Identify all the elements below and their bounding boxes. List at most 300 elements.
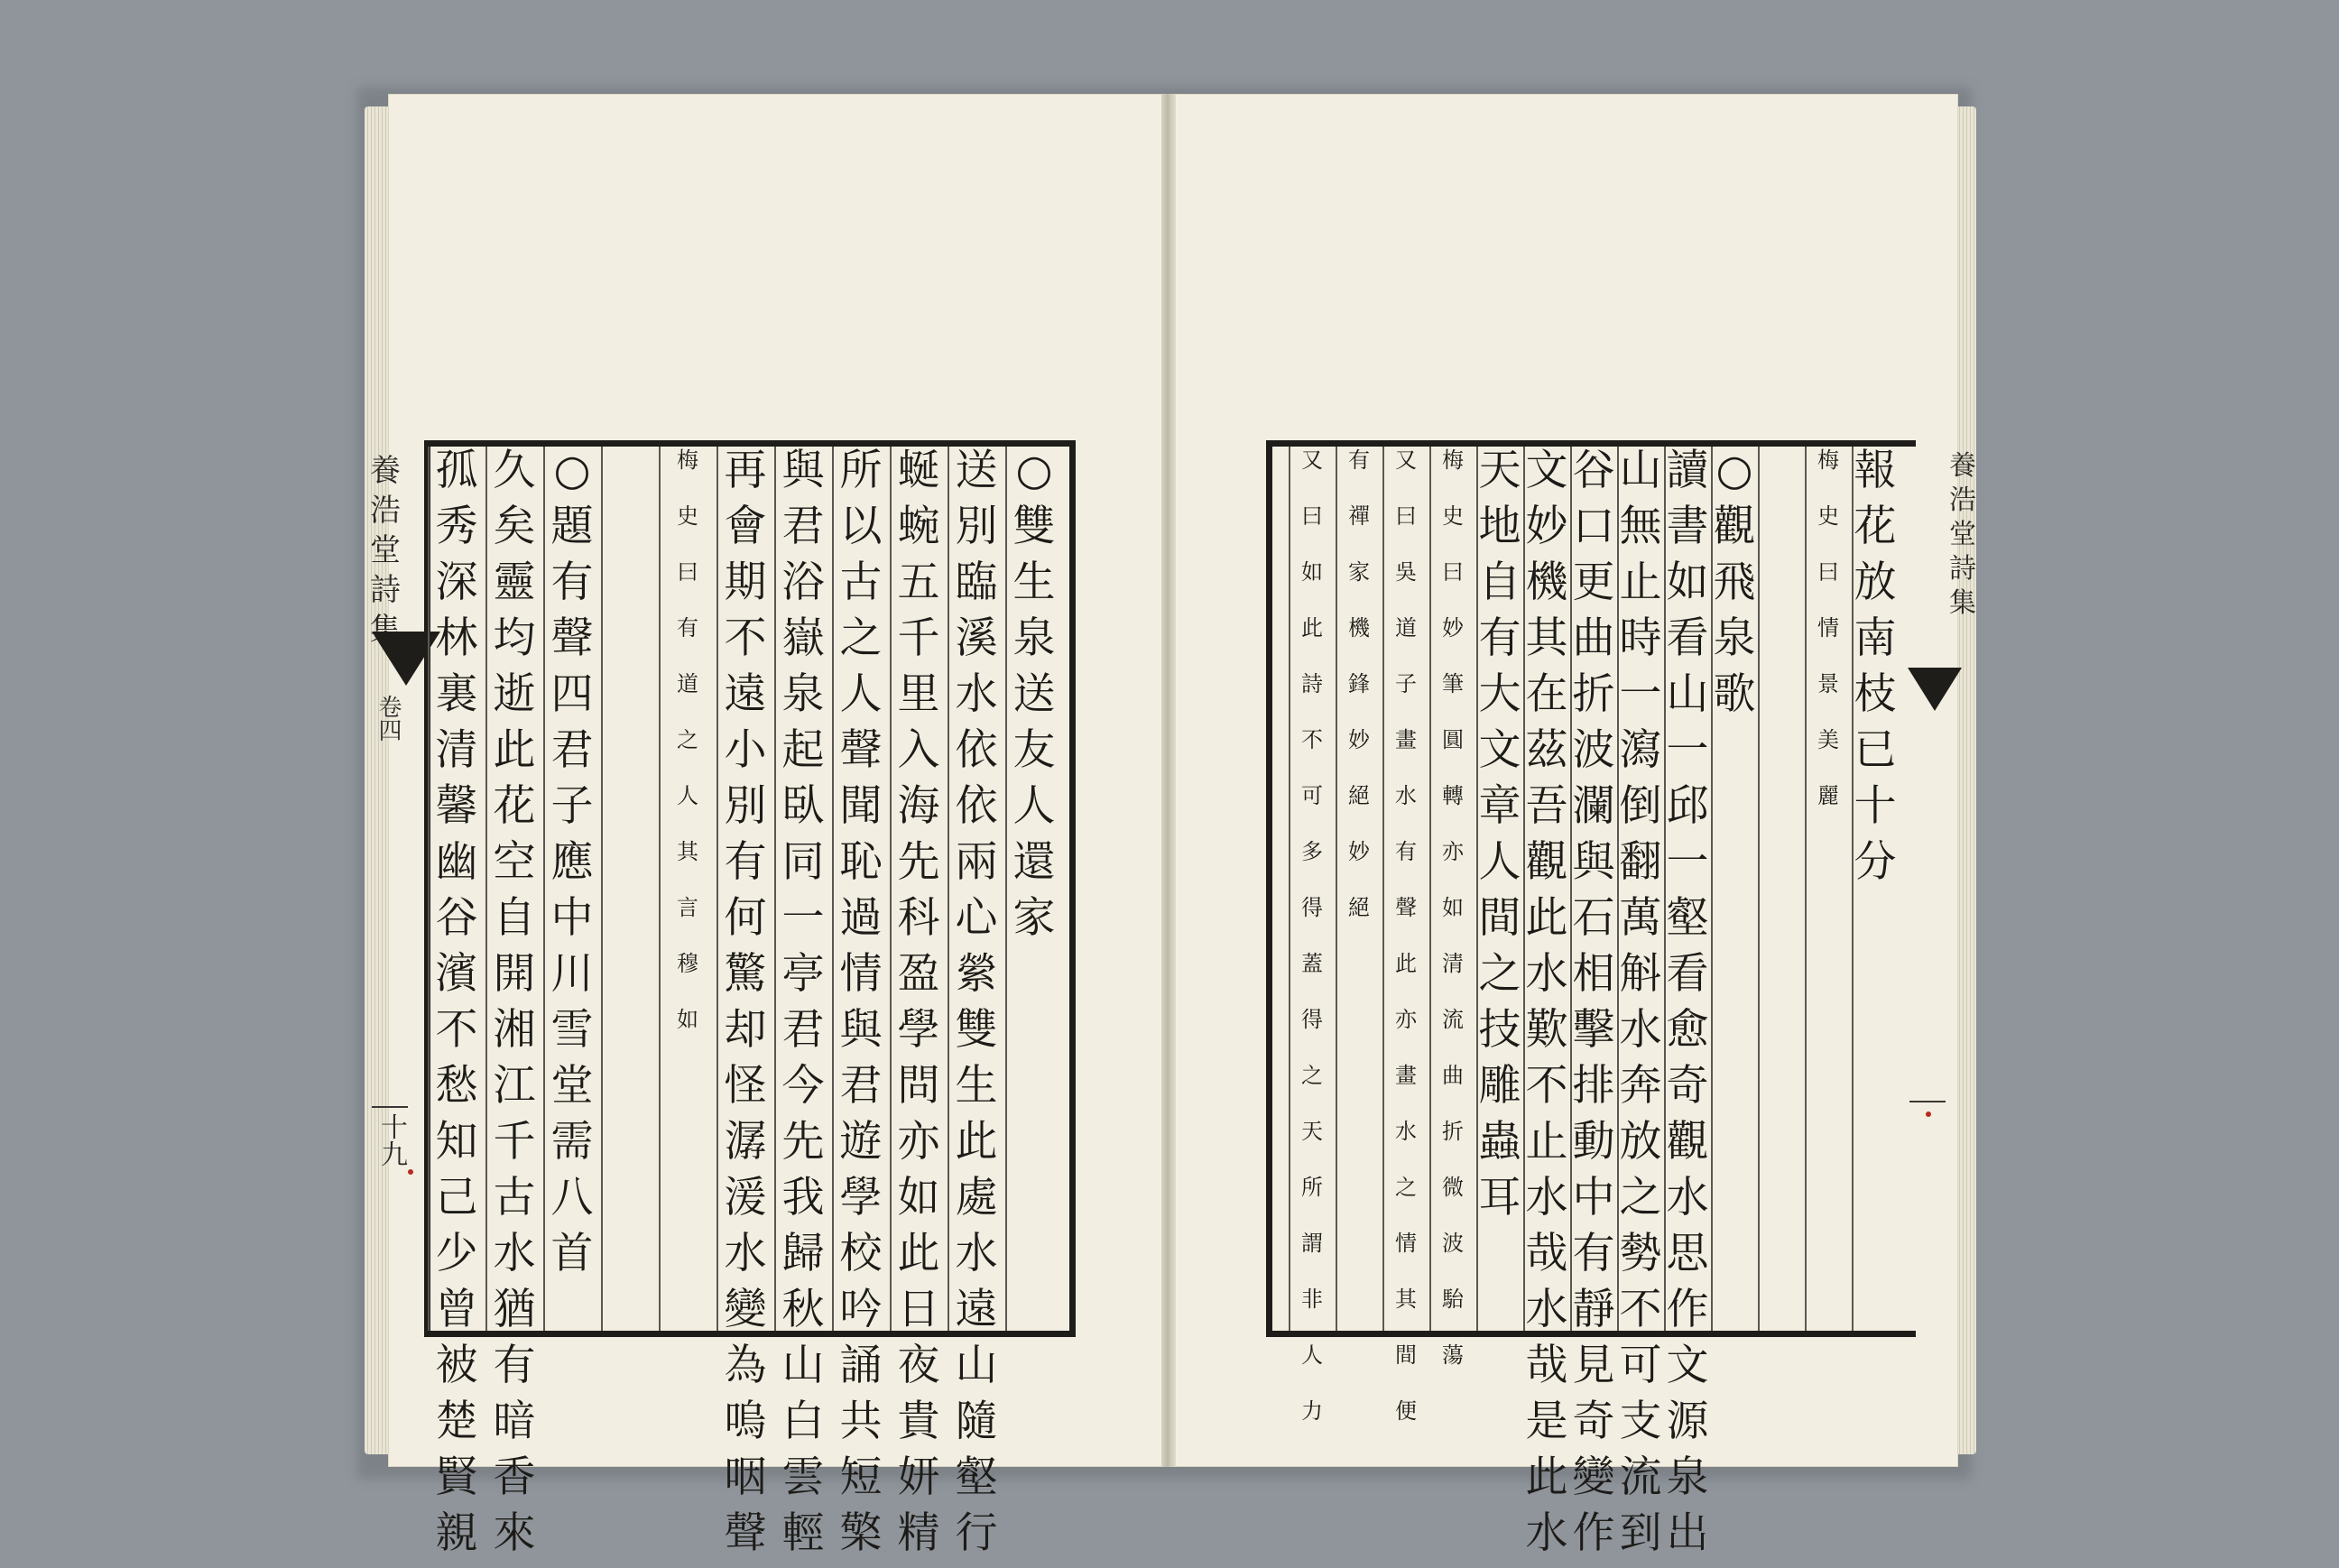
glyph: 我	[781, 1173, 825, 1222]
glyph: 再	[724, 446, 767, 495]
glyph: 有	[550, 558, 594, 607]
glyph: 遠	[724, 669, 767, 719]
column-rule	[1429, 447, 1431, 1331]
glyph: 咽	[724, 1453, 767, 1502]
glyph: 期	[724, 558, 767, 607]
glyph: 如	[677, 1007, 698, 1032]
glyph: 子	[1395, 671, 1417, 696]
glyph: 亭	[781, 949, 825, 999]
glyph: 蓋	[1301, 951, 1323, 976]
glyph: 友	[1012, 725, 1056, 775]
glyph: 楚	[435, 1397, 478, 1446]
right-column-1	[1848, 446, 1902, 897]
glyph: 不	[1301, 727, 1323, 752]
glyph: 深	[435, 558, 478, 607]
glyph: 愁	[435, 1061, 478, 1111]
glyph: 海	[897, 781, 940, 831]
glyph: 曰	[677, 559, 698, 585]
glyph: 水	[1395, 783, 1417, 808]
glyph: 力	[1301, 1398, 1323, 1424]
glyph: 家	[1012, 893, 1056, 943]
glyph: 蜿	[897, 502, 940, 551]
left-column-3	[892, 446, 946, 1568]
glyph: 得	[1301, 1007, 1323, 1032]
glyph: 湘	[493, 1005, 536, 1055]
page-number-char: 九	[381, 1139, 408, 1171]
glyph: 林	[435, 613, 478, 663]
column-rule	[601, 447, 603, 1331]
page-number-char: 十	[381, 1112, 408, 1144]
glyph: 折	[1572, 669, 1615, 719]
glyph: 大	[1478, 669, 1521, 719]
glyph: 壑	[955, 1453, 998, 1502]
glyph: 四	[550, 669, 594, 719]
glyph: 愈	[1666, 1005, 1709, 1055]
glyph: 一	[1666, 725, 1709, 775]
glyph: 為	[724, 1341, 767, 1390]
glyph: 轉	[1442, 783, 1464, 808]
glyph: 天	[1301, 1119, 1323, 1144]
column-rule	[1805, 447, 1807, 1331]
glyph: 史	[1817, 503, 1839, 529]
right-column-8	[1520, 446, 1574, 1568]
glyph: 親	[435, 1508, 478, 1558]
glyph: 斛	[1619, 949, 1662, 999]
glyph: 水	[1525, 949, 1568, 999]
glyph: 飛	[1713, 558, 1756, 607]
glyph: 水	[724, 1229, 767, 1278]
glyph: 中	[1572, 1173, 1615, 1222]
glyph: 亦	[1395, 1007, 1417, 1032]
glyph: 首	[550, 1229, 594, 1278]
glyph: 少	[435, 1229, 478, 1278]
glyph: 波	[1572, 725, 1615, 775]
glyph: 久	[493, 446, 536, 495]
glyph: 嗚	[724, 1397, 767, 1446]
glyph: 如	[1666, 558, 1709, 607]
glyph: 看	[1666, 949, 1709, 999]
glyph: 依	[955, 725, 998, 775]
glyph: 文	[1666, 1341, 1709, 1390]
glyph: 却	[724, 1005, 767, 1055]
right-column-11	[1390, 449, 1422, 1456]
glyph: 君	[781, 1005, 825, 1055]
glyph: 送	[955, 446, 998, 495]
glyph: 章	[1478, 781, 1521, 831]
glyph: 穆	[677, 951, 698, 976]
glyph: 縈	[955, 949, 998, 999]
glyph: 畫	[1395, 727, 1417, 752]
column-rule	[1289, 447, 1290, 1331]
glyph: 壑	[1666, 893, 1709, 943]
glyph: 盈	[897, 949, 940, 999]
glyph: 人	[839, 669, 883, 719]
glyph: 輕	[781, 1508, 825, 1558]
glyph: 己	[435, 1173, 478, 1222]
glyph: 雙	[955, 1005, 998, 1055]
glyph: 此	[1525, 893, 1568, 943]
glyph: 相	[1572, 949, 1615, 999]
glyph: 動	[1572, 1117, 1615, 1167]
glyph: 今	[781, 1061, 825, 1111]
glyph: 歌	[1713, 669, 1756, 719]
glyph: 奇	[1666, 1061, 1709, 1111]
glyph: 精	[897, 1508, 940, 1558]
glyph: 溪	[955, 613, 998, 663]
glyph: 謂	[1301, 1231, 1323, 1256]
glyph: 微	[1442, 1175, 1464, 1200]
glyph: 生	[1012, 558, 1056, 607]
glyph: 江	[493, 1061, 536, 1111]
glyph: 之	[1395, 1175, 1417, 1200]
glyph: 勢	[1619, 1229, 1662, 1278]
glyph: 天	[1478, 446, 1521, 495]
glyph: 南	[1854, 613, 1897, 663]
glyph: 知	[435, 1117, 478, 1167]
glyph: 與	[781, 446, 825, 495]
glyph: 是	[1525, 1397, 1568, 1446]
glyph: 十	[1854, 781, 1897, 831]
glyph: 秀	[435, 502, 478, 551]
glyph: 人	[1301, 1342, 1323, 1368]
glyph: 日	[897, 1285, 940, 1334]
glyph: 此	[1525, 1453, 1568, 1502]
glyph: 道	[677, 671, 698, 696]
glyph: 心	[955, 893, 998, 943]
glyph: 圓	[1442, 727, 1464, 752]
glyph: 空	[493, 837, 536, 887]
glyph: 人	[1012, 781, 1056, 831]
glyph: 水	[1525, 1173, 1568, 1222]
glyph: 一	[1666, 837, 1709, 887]
glyph: 古	[493, 1173, 536, 1222]
glyph: 此	[493, 725, 536, 775]
glyph: 川	[550, 949, 594, 999]
glyph: 口	[1572, 502, 1615, 551]
glyph: ○	[1715, 446, 1753, 495]
glyph: 處	[955, 1173, 998, 1222]
glyph: 雪	[550, 1005, 594, 1055]
glyph: 見	[1572, 1341, 1615, 1390]
glyph: 一	[1619, 669, 1662, 719]
glyph: 妙	[1348, 727, 1370, 752]
glyph: 間	[1478, 893, 1521, 943]
glyph: 流	[1619, 1453, 1662, 1502]
glyph: 觀	[1525, 837, 1568, 887]
glyph: 谷	[435, 893, 478, 943]
glyph: ○	[1015, 446, 1053, 495]
glyph: 古	[839, 558, 883, 607]
glyph: 逝	[493, 669, 536, 719]
glyph: 枝	[1854, 669, 1897, 719]
glyph: 問	[897, 1061, 940, 1111]
glyph: 奇	[1572, 1397, 1615, 1446]
left-column-7	[671, 449, 704, 1065]
glyph: 堂	[550, 1061, 594, 1111]
glyph: 山	[1619, 446, 1662, 495]
glyph: 驚	[724, 949, 767, 999]
glyph: 短	[839, 1453, 883, 1502]
right-column-13	[1296, 449, 1328, 1456]
glyph: 波	[1442, 1231, 1464, 1256]
glyph: 梅	[1442, 447, 1464, 473]
glyph: 猶	[493, 1285, 536, 1334]
glyph: 湲	[724, 1173, 767, 1222]
spine-char: 集	[1949, 587, 1976, 619]
glyph: 瀉	[1619, 725, 1662, 775]
glyph: 邱	[1666, 781, 1709, 831]
glyph: 別	[955, 502, 998, 551]
glyph: 開	[493, 949, 536, 999]
spine-char: 集	[370, 612, 401, 648]
glyph: 靈	[493, 558, 536, 607]
glyph: 無	[1619, 502, 1662, 551]
glyph: 水	[1395, 1119, 1417, 1144]
glyph: 生	[955, 1061, 998, 1111]
right-column-10	[1437, 449, 1469, 1400]
left-column-1	[1007, 446, 1061, 953]
glyph: 人	[1478, 837, 1521, 887]
glyph: 行	[955, 1508, 998, 1558]
left-column-6	[718, 446, 772, 1568]
glyph: 非	[1301, 1287, 1323, 1312]
glyph: 夜	[897, 1341, 940, 1390]
column-rule	[1382, 447, 1384, 1331]
glyph: 曰	[1817, 559, 1839, 585]
glyph: 出	[1666, 1508, 1709, 1558]
glyph: 茲	[1525, 725, 1568, 775]
page-number-rule	[372, 1106, 408, 1108]
column-rule	[890, 447, 892, 1331]
glyph: 不	[435, 1005, 478, 1055]
glyph: 蟲	[1478, 1117, 1521, 1167]
glyph: 歎	[1525, 1005, 1568, 1055]
glyph: 家	[1348, 559, 1370, 585]
glyph: 學	[839, 1173, 883, 1222]
glyph: 放	[1619, 1117, 1662, 1167]
glyph: 看	[1666, 613, 1709, 663]
glyph: 情	[1395, 1231, 1417, 1256]
glyph: 倒	[1619, 781, 1662, 831]
glyph: 送	[1012, 669, 1056, 719]
glyph: 被	[435, 1341, 478, 1390]
left-column-10	[487, 446, 541, 1568]
glyph: 妙	[1442, 615, 1464, 641]
glyph: 源	[1666, 1397, 1709, 1446]
glyph: 花	[1854, 502, 1897, 551]
glyph: 水	[493, 1229, 536, 1278]
glyph: 詩	[1301, 671, 1323, 696]
glyph: 便	[1395, 1398, 1417, 1424]
glyph: 嶽	[781, 613, 825, 663]
page-edges-right	[1956, 106, 1976, 1454]
glyph: 變	[724, 1285, 767, 1334]
glyph: 小	[724, 725, 767, 775]
glyph: 需	[550, 1117, 594, 1167]
glyph: 機	[1525, 558, 1568, 607]
fishtail-ornament-right	[1908, 668, 1962, 711]
glyph: 別	[724, 781, 767, 831]
glyph: 兩	[955, 837, 998, 887]
glyph: 臨	[955, 558, 998, 607]
glyph: 已	[1854, 725, 1897, 775]
glyph: 貴	[897, 1397, 940, 1446]
glyph: 有	[1478, 613, 1521, 663]
glyph: 白	[781, 1397, 825, 1446]
right-column-12	[1343, 449, 1375, 953]
glyph: 山	[955, 1341, 998, 1390]
glyph: 筆	[1442, 671, 1464, 696]
column-rule	[1336, 447, 1337, 1331]
glyph: 聲	[839, 725, 883, 775]
glyph: 一	[781, 893, 825, 943]
spine-char: 詩	[370, 572, 401, 608]
glyph: 馨	[435, 781, 478, 831]
glyph: 景	[1817, 671, 1839, 696]
glyph: 先	[897, 837, 940, 887]
glyph: 駘	[1442, 1287, 1464, 1312]
glyph: 之	[1301, 1063, 1323, 1088]
glyph: 歸	[781, 1229, 825, 1278]
column-rule	[948, 447, 949, 1331]
glyph: 分	[1854, 837, 1897, 887]
glyph: 翻	[1619, 837, 1662, 887]
glyph: 文	[1478, 725, 1521, 775]
glyph: 科	[897, 893, 940, 943]
glyph: 美	[1817, 727, 1839, 752]
glyph: 此	[897, 1229, 940, 1278]
glyph: 在	[1525, 669, 1568, 719]
glyph: 文	[1525, 446, 1568, 495]
glyph: 放	[1854, 558, 1897, 607]
glyph: 止	[1619, 558, 1662, 607]
glyph: 裏	[435, 669, 478, 719]
right-column-5	[1660, 446, 1715, 1568]
glyph: 史	[1442, 503, 1464, 529]
glyph: 此	[1301, 615, 1323, 641]
left-spine-title	[365, 451, 406, 650]
glyph: 水	[1525, 1508, 1568, 1558]
glyph: 與	[1572, 837, 1615, 887]
spine-char: 堂	[1949, 519, 1976, 550]
glyph: 之	[1478, 949, 1521, 999]
glyph: 矣	[493, 502, 536, 551]
glyph: 擊	[1572, 1005, 1615, 1055]
glyph: 君	[781, 502, 825, 551]
glyph: 聲	[550, 613, 594, 663]
glyph: 又	[1301, 447, 1323, 473]
glyph: 時	[1619, 613, 1662, 663]
glyph: 會	[724, 502, 767, 551]
glyph: 情	[1817, 615, 1839, 641]
glyph: 讀	[1666, 446, 1709, 495]
glyph: 石	[1572, 893, 1615, 943]
glyph: 排	[1572, 1061, 1615, 1111]
glyph: 孤	[435, 446, 478, 495]
column-rule	[485, 447, 487, 1331]
glyph: 清	[1442, 951, 1464, 976]
spine-char: 養	[370, 453, 401, 489]
glyph: 恥	[839, 837, 883, 887]
left-column-11	[430, 446, 484, 1568]
column-rule	[1852, 447, 1854, 1331]
glyph: 作	[1572, 1508, 1615, 1558]
glyph: 機	[1348, 615, 1370, 641]
glyph: 絕	[1348, 783, 1370, 808]
glyph: 蜒	[897, 446, 940, 495]
glyph: 君	[839, 1061, 883, 1111]
glyph: 曲	[1572, 613, 1615, 663]
glyph: 泉	[1713, 613, 1756, 663]
glyph: 有	[677, 615, 698, 641]
right-column-9	[1473, 446, 1527, 1232]
glyph: 聞	[839, 781, 883, 831]
glyph: 同	[781, 837, 825, 887]
glyph: 麗	[1817, 783, 1839, 808]
glyph: 浴	[781, 558, 825, 607]
glyph: 雲	[781, 1453, 825, 1502]
glyph: 變	[1572, 1453, 1615, 1502]
glyph: 曾	[435, 1285, 478, 1334]
glyph: 此	[955, 1117, 998, 1167]
column-rule	[428, 447, 430, 1331]
glyph: 雕	[1478, 1061, 1521, 1111]
glyph: 泉	[1666, 1453, 1709, 1502]
glyph: 妙	[1525, 502, 1568, 551]
glyph: 瀾	[1572, 781, 1615, 831]
glyph: 五	[897, 558, 940, 607]
glyph: 自	[493, 893, 536, 943]
glyph: 之	[677, 727, 698, 752]
glyph: 絕	[1348, 895, 1370, 920]
glyph: 檠	[839, 1508, 883, 1558]
glyph: 有	[1572, 1229, 1615, 1278]
glyph: 有	[493, 1341, 536, 1390]
spine-char: 養	[1949, 450, 1976, 482]
glyph: 之	[1619, 1173, 1662, 1222]
glyph: 中	[550, 893, 594, 943]
right-spine-title	[1949, 449, 1976, 621]
glyph: 言	[677, 895, 698, 920]
glyph: 共	[839, 1397, 883, 1446]
glyph: 多	[1301, 839, 1323, 864]
glyph: 其	[1395, 1287, 1417, 1312]
glyph: ○	[553, 446, 591, 495]
glyph: 秋	[781, 1285, 825, 1334]
left-column-9	[545, 446, 599, 1288]
glyph: 水	[1619, 1005, 1662, 1055]
glyph: 題	[550, 502, 594, 551]
glyph: 八	[550, 1173, 594, 1222]
glyph: 作	[1666, 1285, 1709, 1334]
glyph: 到	[1619, 1508, 1662, 1558]
glyph: 暗	[493, 1397, 536, 1446]
spine-char: 詩	[1949, 553, 1976, 585]
glyph: 子	[550, 781, 594, 831]
glyph: 如	[897, 1173, 940, 1222]
glyph: 不	[724, 613, 767, 663]
glyph: 水	[955, 1229, 998, 1278]
glyph: 濱	[435, 949, 478, 999]
glyph: 曰	[1442, 559, 1464, 585]
page-edges-left	[365, 106, 390, 1454]
glyph: 起	[781, 725, 825, 775]
glyph: 千	[897, 613, 940, 663]
column-rule	[659, 447, 661, 1331]
glyph: 止	[1525, 1117, 1568, 1167]
glyph: 吾	[1525, 781, 1568, 831]
glyph: 學	[897, 1005, 940, 1055]
